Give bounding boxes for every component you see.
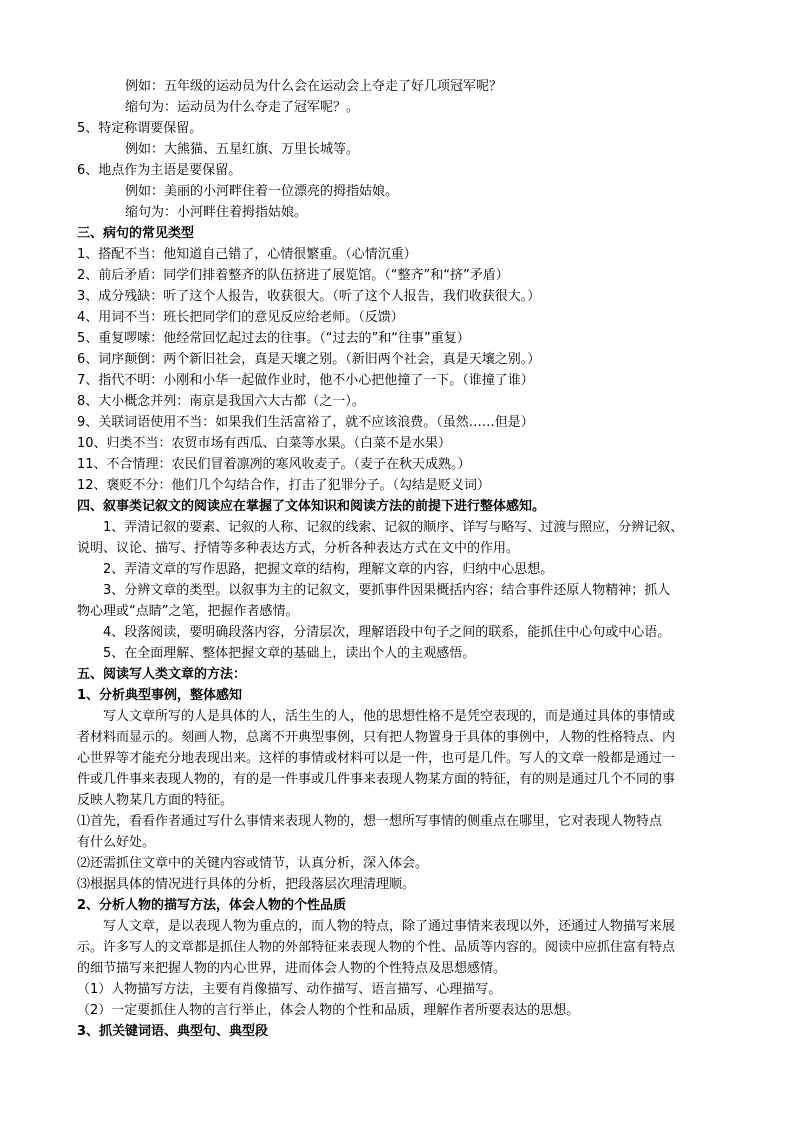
rule-item: 5、特定称谓要保留。	[77, 121, 203, 136]
paragraph-line: 的细节描写来把握人物的内心世界，进而体会人物的个性特点及思想感情。	[77, 961, 507, 976]
paragraph-line: 4、段落阅读，要明确段落内容，分清层次，理解语段中句子之间的联系，能抓住中心句或中心语。	[103, 625, 671, 640]
error-type-item: 11、不合情理：农民们冒着凛冽的寒风收麦子。（麦子在秋天成熟。）	[77, 457, 471, 472]
error-type-item: 4、用词不当：班长把同学们的意见反应给老师。（反馈）	[77, 310, 404, 325]
paragraph-line: 心世界等才能充分地表现出来。这样的事情或材料可以是一件，也可是几件。写人的文章一般都是通过一	[77, 751, 676, 766]
paragraph-line: 示。许多写人的文章都是抓住人物的外部特征来表现人物的个性、品质等内容的。阅读中应抓住富有特点	[77, 940, 676, 955]
rule-item: 6、地点作为主语是要保留。	[77, 163, 242, 178]
paragraph-line: ⑴首先，看看作者通过写什么事情来表现人物的，想一想所写事情的侧重点在哪里，它对表现人物特点	[77, 814, 663, 829]
paragraph-line: （2）一定要抓住人物的言行举止，体会人物的个性和品质，理解作者所要表达的思想。	[77, 1003, 580, 1018]
section-heading-5: 五、阅读写人类文章的方法：	[77, 667, 247, 682]
error-type-item: 1、搭配不当：他知道自己错了，心情很繁重。（心情沉重）	[77, 247, 417, 262]
paragraph-line: 件或几件事来表现人物的，有的是一件事或几件事来表现人物某方面的特征，有的则是通过几个不同的事	[77, 772, 676, 787]
paragraph-line: 反映人物某几方面的特征。	[77, 793, 234, 808]
section-heading-3: 三、病句的常见类型	[77, 226, 195, 241]
subheading-2: 2、分析人物的描写方法，体会人物的个性品质	[77, 898, 347, 913]
error-type-item: 2、前后矛盾：同学们排着整齐的队伍挤进了展览馆。（“整齐”和“挤”矛盾）	[77, 268, 509, 283]
error-type-item: 7、指代不明：小刚和小华一起做作业时，他不小心把他撞了一下。（谁撞了谁）	[77, 373, 534, 388]
error-type-item: 8、大小概念并列：南京是我国六大古都（之一）。	[77, 394, 365, 409]
paragraph-line: 写人文章所写的人是具体的人，活生生的人，他的思想性格不是凭空表现的，而是通过具体的事情或	[103, 709, 676, 724]
paragraph-line: 有什么好处。	[77, 835, 156, 850]
example-result-line: 缩句为：小河畔住着拇指姑娘。	[125, 205, 308, 220]
subheading-1: 1、分析典型事例，整体感知	[77, 688, 243, 703]
paragraph-line: 1、弄清记叙的要素、记叙的人称、记叙的线索、记叙的顺序、详写与略写、过渡与照应，分辨记叙、	[103, 520, 684, 535]
example-line: 例如：大熊猫、五星红旗、万里长城等。	[125, 142, 360, 157]
error-type-item: 6、词序颠倒：两个新旧社会，真是天壤之别。（新旧两个社会，真是天壤之别。）	[77, 352, 541, 367]
error-type-item: 9、关联词语使用不当：如果我们生活富裕了，就不应该浪费。（虽然……但是）	[77, 415, 534, 430]
paragraph-line: 2、弄清文章的写作思路，把握文章的结构，理解文章的内容，归纳中心思想。	[103, 562, 554, 577]
subheading-3: 3、抓关键词语、典型句、典型段	[77, 1024, 269, 1039]
error-type-item: 10、归类不当：农贸市场有西瓜、白菜等水果。（白菜不是水果）	[77, 436, 452, 451]
paragraph-line: （1）人物描写方法，主要有肖像描写、动作描写、语言描写、心理描写。	[77, 982, 502, 997]
paragraph-line: 5、在全面理解、整体把握文章的基础上，读出个人的主观感悟。	[103, 646, 476, 661]
error-type-item: 12、褒贬不分：他们几个勾结合作，打击了犯罪分子。（勾结是贬义词）	[77, 478, 491, 493]
error-type-item: 3、成分残缺：听了这个人报告，收获很大。（听了这个人报告，我们收获很大。）	[77, 289, 541, 304]
error-type-item: 5、重复啰嗦：他经常回忆起过去的往事。（“过去的”和“往事”重复）	[77, 331, 470, 346]
paragraph-line: 3、分辨文章的类型。以叙事为主的记叙文，要抓事件因果概括内容；结合事件还原人物精神；抓人	[103, 583, 671, 598]
paragraph-line: 者材料而显示的。刻画人物，总离不开典型事例，只有把人物置身于具体的事例中，人物的性格特点、内	[77, 730, 676, 745]
example-line: 例如：五年级的运动员为什么会在运动会上夺走了好几项冠军呢？	[125, 79, 503, 94]
paragraph-line: ⑶根据具体的情况进行具体的分析，把段落层次理清理顺。	[77, 877, 416, 892]
paragraph-line: ⑵还需抓住文章中的关键内容或情节，认真分析，深入体会。	[77, 856, 429, 871]
paragraph-line: 写人文章，是以表现人物为重点的，而人物的特点，除了通过事情来表现以外，还通过人物描写来展	[103, 919, 676, 934]
example-result-line: 缩句为：运动员为什么夺走了冠军呢？。	[125, 100, 360, 115]
paragraph-line: 说明、议论、描写、抒情等多种表达方式，分析各种表达方式在文中的作用。	[77, 541, 520, 556]
section-heading-4: 四、叙事类记叙文的阅读应在掌握了文体知识和阅读方法的前提下进行整体感知。	[77, 499, 546, 514]
example-line: 例如：美丽的小河畔住着一位漂亮的拇指姑娘。	[125, 184, 399, 199]
paragraph-line: 物心理或“点睛”之笔，把握作者感情。	[77, 604, 299, 619]
